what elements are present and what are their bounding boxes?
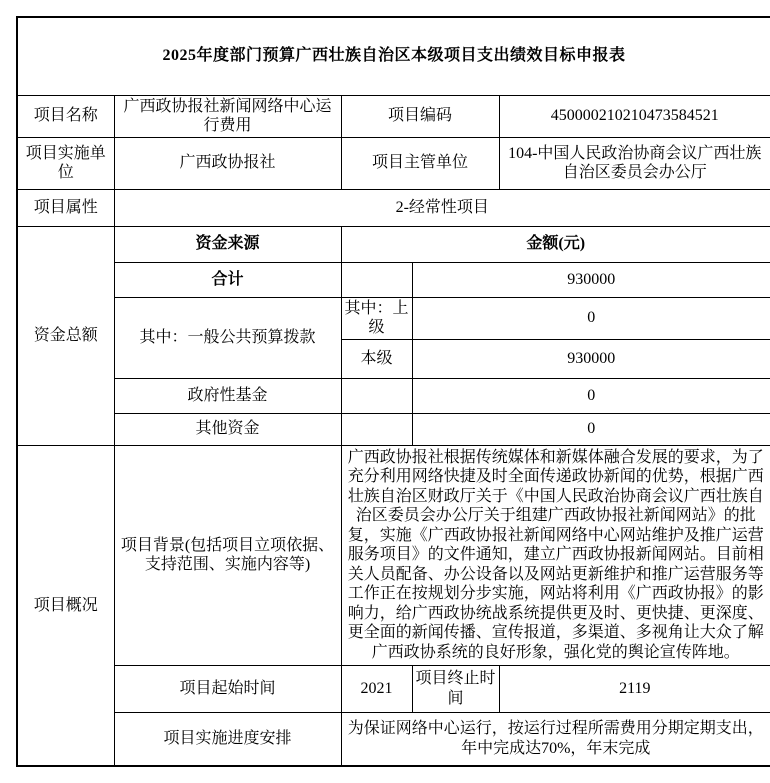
supervisor-unit-label: 项目主管单位 [341,137,499,189]
attribute-row [17,189,770,226]
funding-gov-fund-row [17,378,770,413]
empty-cell [341,378,412,413]
implement-unit-value: 广西政协报社 [114,137,341,189]
schedule-label: 项目实施进度安排 [114,712,341,766]
empty-cell [341,262,412,297]
funding-upper-level-row [17,297,770,339]
performance-target-declaration-table [16,16,770,767]
attribute-label: 项目属性 [17,189,114,226]
schedule-text: 为保证网络中心运行，按运行过程所需费用分期定期支出，年中完成达70%，年末完成 [341,712,770,766]
funding-amount-header: 金额(元) [341,226,770,262]
current-level-label: 本级 [341,339,412,378]
funding-section-label: 资金总额 [17,226,114,445]
implement-unit-row [17,137,770,189]
current-level-amount: 930000 [412,339,770,378]
project-code-label: 项目编码 [341,95,499,137]
background-row [17,445,770,665]
time-row [17,665,770,712]
attribute-value: 2-经常性项目 [114,189,770,226]
upper-level-amount: 0 [412,297,770,339]
project-name-row [17,95,770,137]
page-title: 2025年度部门预算广西壮族自治区本级项目支出绩效目标申报表 [17,17,770,95]
other-fund-label: 其他资金 [114,413,341,445]
end-time-label: 项目终止时间 [412,665,499,712]
start-time-value: 2021 [341,665,412,712]
project-name-value: 广西政协报社新闻网络中心运行费用 [114,95,341,137]
gov-fund-amount: 0 [412,378,770,413]
title-row [17,17,770,95]
funding-total-row [17,262,770,297]
implement-unit-label: 项目实施单位 [17,137,114,189]
general-budget-label: 其中：一般公共预算拨款 [114,297,341,378]
funding-total-label: 合计 [114,262,341,297]
funding-total-amount: 930000 [412,262,770,297]
start-time-label: 项目起始时间 [114,665,341,712]
funding-other-fund-row [17,413,770,445]
funding-header-row [17,226,770,262]
background-label: 项目背景(包括项目立项依据、支持范围、实施内容等) [114,445,341,665]
empty-cell [341,413,412,445]
background-text: 广西政协报社根据传统媒体和新媒体融合发展的要求，为了充分利用网络快捷及时全面传递政协新闻的优势，根据广西壮族自治区财政厅关于《中国人民政治协商会议广西壮族自治区委员会办公厅关于组建广西政协报社新闻网站》的批复，实施《广西政协报社新闻网络中心网站维护及推广运营服务项目》的文件通知，建立广西政协报新闻网站。目前相关人员配备、办公设备以及网站更新维护和推广运营服务等工作正在按规划分步实施，网站将利用《广西政协报》的影响力，给广西政协统战系统提供更及时、更快捷、更深度、更全面的新闻传播、宣传报道，多渠道、多视角让大众了解广西政协系统的良好形象，强化党的舆论宣传阵地。 [341,445,770,665]
project-code-value: 450000210210473584521 [499,95,770,137]
end-time-value: 2119 [499,665,770,712]
schedule-row [17,712,770,766]
overview-section-label: 项目概况 [17,445,114,766]
project-name-label: 项目名称 [17,95,114,137]
gov-fund-label: 政府性基金 [114,378,341,413]
other-fund-amount: 0 [412,413,770,445]
supervisor-unit-value: 104-中国人民政治协商会议广西壮族自治区委员会办公厅 [499,137,770,189]
upper-level-label: 其中：上级 [341,297,412,339]
funding-source-header: 资金来源 [114,226,341,262]
